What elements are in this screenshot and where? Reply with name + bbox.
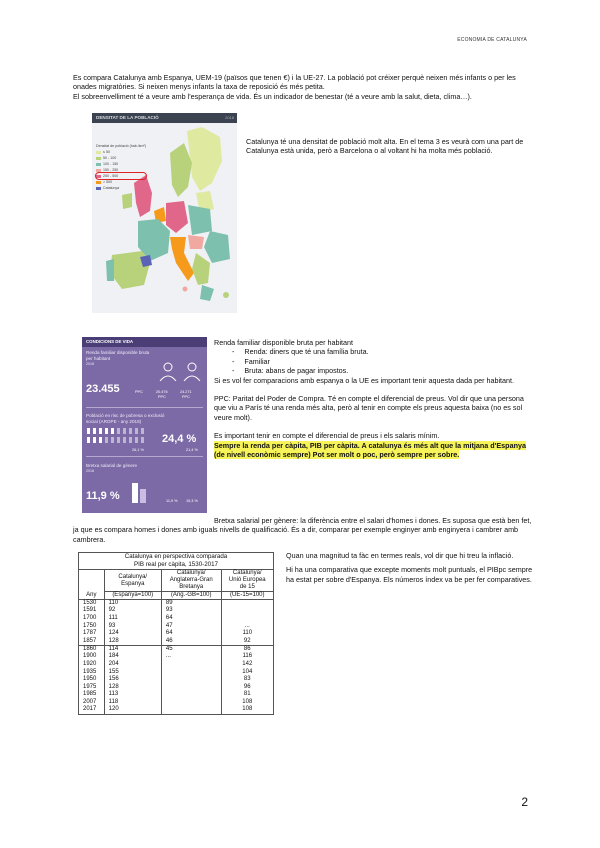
legend-swatch [96, 181, 101, 184]
column-unit: Any [79, 592, 105, 600]
legend-label: > 500 [103, 180, 113, 184]
person-icon [184, 376, 200, 381]
table-cell: 1900 [79, 653, 105, 661]
person-icon [160, 376, 176, 381]
salary-note: Es important tenir en compte el diferencial de preus i els salaris mínim. [214, 431, 440, 441]
table-cell [161, 668, 221, 676]
ppc-note: PPC: Paritat del Poder de Compra. Té en compte el diferencial de preus. Vol dir que una persona que viu a París té una renda més alta, però al tenir en compte els preus aquesta baixa (no es sol veure molt). [214, 394, 524, 422]
gender-bars-icon [128, 479, 168, 505]
person-figure [135, 437, 138, 443]
person-figure [87, 428, 90, 434]
infographic-title: CONDICIONS DE VIDA [82, 337, 207, 347]
table-cell: 128 [104, 638, 161, 646]
infographic-divider [86, 407, 203, 408]
table-row [79, 653, 274, 661]
table-cell: 118 [104, 699, 161, 707]
bullet-text: Bruta: abans de pagar impostos. [244, 366, 349, 376]
poverty-value: 24,4 % [162, 433, 197, 445]
table-caption [79, 553, 274, 570]
gender-gap-paragraph: Bretxa salarial per gènere: la diferència entre el salari d'homes i dones. Es suposa que està ben fet, ja que es compara homes i dones amb iguals nivells de qualificació. És a dir, comparar per exemple enginyer amb enginyera i cambrer amb cambrera. [73, 516, 532, 544]
map-region-cyprus [223, 292, 229, 298]
person-icon [188, 363, 196, 371]
infographic-divider [86, 456, 203, 457]
page-number: 2 [521, 795, 528, 809]
income-icon-b-value: 24.271 [180, 390, 192, 394]
legend-swatch [96, 163, 101, 166]
gap-spain: 11,9 % [166, 499, 178, 503]
bullet-text: Renda: diners que té una família bruta. [244, 347, 369, 357]
table-row [79, 668, 274, 676]
legend-row [96, 185, 146, 191]
table-cell: 113 [104, 691, 161, 699]
table-cell [161, 676, 221, 684]
table-cell: 46 [161, 638, 221, 646]
table-title: Catalunya en perspectiva comparada [124, 553, 228, 560]
table-cell: 124 [104, 630, 161, 638]
table-cell: 92 [104, 607, 161, 615]
table-cell [161, 699, 221, 707]
people-icons [156, 361, 204, 385]
table-body-early [79, 600, 274, 646]
table-cell: 1985 [79, 691, 105, 699]
table-cell: 81 [221, 691, 273, 699]
table-row [79, 622, 274, 630]
column-header: Catalunya/ Espanya [104, 570, 161, 592]
bullet-item: - Bruta: abans de pagar impostos. [232, 366, 349, 376]
table-caption-row [79, 553, 274, 570]
density-paragraph: Catalunya té una densitat de població molt alta. En el tema 3 es veurà com una part de Catalunya està unida, però a Barcelona o al voltant hi ha molta més població. [246, 137, 524, 156]
person-figure [123, 437, 126, 443]
legend-label: 50 - 100 [103, 156, 117, 160]
person-figure [99, 428, 102, 434]
income-value: 23.455 [86, 383, 120, 395]
table-cell: ... [221, 622, 273, 630]
table-cell: 93 [161, 607, 221, 615]
income-icon-a-unit: PPC [158, 395, 166, 399]
map-region-ireland [122, 193, 132, 209]
table-row [79, 684, 274, 692]
table-row [79, 615, 274, 623]
table-cell: 1750 [79, 622, 105, 630]
legend-swatch [96, 151, 101, 154]
table-cell: 92 [221, 638, 273, 646]
person-figure [135, 428, 138, 434]
column-unit: (Espanya=100) [104, 592, 161, 600]
bullet-text: Familiar [244, 356, 270, 366]
table-cell: 2007 [79, 699, 105, 707]
intro-line: Es compara Catalunya amb Espanya, UEM-19 (països que tenen €) i la UE-27. La població pot créixer perquè neixen més infants o per les onades migratòries. Si neixen menys infants la taxa de reposició és més petita. [73, 73, 516, 92]
table-cell [221, 600, 273, 608]
table-cell: 128 [104, 684, 161, 692]
density-map [92, 113, 237, 313]
person-figure [141, 428, 144, 434]
poverty-eu: 21,4 % [186, 448, 198, 452]
table-body-late [79, 645, 274, 714]
table-note: Quan una magnitud ta fàc en termes reals, vol dir que hi treu la inflació. [286, 551, 514, 560]
map-region-austria [188, 235, 204, 249]
column-unit: (UE-15=100) [221, 592, 273, 600]
legend-swatch [96, 187, 101, 190]
legend-swatch [96, 157, 101, 160]
table-cell: 47 [161, 622, 221, 630]
table-cell: 1787 [79, 630, 105, 638]
table-row [79, 630, 274, 638]
intro-line: El sobreenvelliment té a veure amb l'esperança de vida. És un indicador de benestar (té a veure amb la salut, dieta, clima…). [73, 91, 472, 101]
table-cell: 155 [104, 668, 161, 676]
income-icon-a-value: 20.476 [156, 390, 168, 394]
table-cell: 1950 [79, 676, 105, 684]
bar-men [132, 483, 138, 503]
poverty-label: Població en risc de pobresa o exclusió social (AROPE - any 2018) [86, 413, 165, 424]
map-region-nordic [187, 127, 222, 191]
table-notes [286, 551, 533, 584]
income-heading: Renda familiar disponible bruta per habitant [214, 338, 354, 347]
person-figure [111, 437, 114, 443]
table-cell: 64 [161, 615, 221, 623]
table-row [79, 600, 274, 608]
table-cell [161, 691, 221, 699]
table-cell: 108 [221, 699, 273, 707]
income-icon-b-unit: PPC [182, 395, 190, 399]
table-cell: 86 [221, 645, 273, 653]
intro-text [73, 73, 533, 101]
income-unit: PPC [135, 390, 143, 394]
map-region-poland [188, 205, 212, 235]
map-region-germany [166, 201, 188, 233]
gap-value: 11,9 % [86, 490, 120, 502]
legend-swatch [96, 169, 101, 172]
table-cell: 1857 [79, 638, 105, 646]
person-figure [117, 428, 120, 434]
table-cell: 45 [161, 645, 221, 653]
legend-label: Catalunya [103, 186, 120, 190]
table-cell: 204 [104, 661, 161, 669]
table-cell: 1920 [79, 661, 105, 669]
person-figure [105, 428, 108, 434]
highlight-text: Sempre la renda per càpita, PIB per càpita. A catalunya és més alt que la mitjana d'Espanya (de nivell econòmic sempre) Pot ser molt o poc, però sempre per sobre. [214, 440, 526, 460]
map-region-scandinavia [170, 143, 192, 197]
table-row [79, 638, 274, 646]
table-cell: 110 [104, 600, 161, 608]
table-cell [161, 661, 221, 669]
table-cell: ... [161, 653, 221, 661]
person-figure [99, 437, 102, 443]
map-region-balkans [192, 253, 210, 285]
legend-swatch [96, 175, 101, 178]
bullet-item: - Renda: diners que té una família bruta. [232, 347, 369, 357]
running-header: ECONOMIA DE CATALUNYA [457, 37, 527, 43]
highlighted-note [214, 441, 532, 460]
person-grid [87, 428, 144, 443]
person-figure [129, 437, 132, 443]
table-cell: 1975 [79, 684, 105, 692]
table-cell: 184 [104, 653, 161, 661]
table-cell: 142 [221, 661, 273, 669]
column-header: Catalunya/ Unió Europea de 15 [221, 570, 273, 592]
gap-label: Bretxa salarial de gènere [86, 463, 138, 468]
table-cell: 111 [104, 615, 161, 623]
map-region-greece [200, 285, 214, 301]
person-icon [164, 363, 172, 371]
living-conditions-infographic [82, 337, 207, 513]
table-cell: 1530 [79, 600, 105, 608]
table-subtitle: PIB real per càpita, 1530-2017 [134, 561, 218, 568]
legend-label: ≤ 50 [103, 150, 110, 154]
person-figure [105, 437, 108, 443]
income-year: 2018 [86, 362, 94, 366]
table-header-row [79, 570, 274, 592]
table-cell: 89 [161, 600, 221, 608]
table-cell: 120 [104, 706, 161, 714]
table-cell: 96 [221, 684, 273, 692]
table-row [79, 607, 274, 615]
table-cell: 108 [221, 706, 273, 714]
table-cell [221, 607, 273, 615]
column-header [79, 570, 105, 592]
income-label: Renda familiar disponible bruta per habitant [86, 350, 150, 361]
person-figure [87, 437, 90, 443]
person-figure [117, 437, 120, 443]
table-row [79, 691, 274, 699]
table-cell: 64 [161, 630, 221, 638]
person-figure [93, 437, 96, 443]
table-cell: 93 [104, 622, 161, 630]
table-row [79, 645, 274, 653]
person-figure [129, 428, 132, 434]
map-title: DENSITAT DE LA POBLACIÓ [92, 113, 237, 123]
person-figure [123, 428, 126, 434]
table-cell: 116 [221, 653, 273, 661]
table-row [79, 661, 274, 669]
person-figure [141, 437, 144, 443]
table-cell [161, 684, 221, 692]
income-section [214, 338, 532, 459]
bar-women [140, 489, 146, 503]
legend-label: 100 - 150 [103, 162, 119, 166]
column-unit: (Ang.-GB=100) [161, 592, 221, 600]
table-cell: 114 [104, 645, 161, 653]
legend-title: Densitat de població (hab./km²) [96, 144, 146, 148]
compare-note: Si es vol fer comparacions amb espanya o la UE es important tenir aquesta dada per habitant. [214, 375, 515, 385]
table-cell [161, 706, 221, 714]
gdp-table [78, 552, 274, 715]
gap-year: 2018 [86, 469, 94, 473]
map-region-romania [204, 231, 230, 263]
bullet-item: - Familiar [232, 356, 270, 366]
map-region-malta [183, 287, 188, 292]
map-legend [96, 143, 146, 191]
table-row [79, 676, 274, 684]
table-cell: 83 [221, 676, 273, 684]
table-cell: 110 [221, 630, 273, 638]
gap-eu: 15,3 % [186, 499, 198, 503]
table-cell [221, 615, 273, 623]
person-figure [111, 428, 114, 434]
table-cell: 1860 [79, 645, 105, 653]
person-figure [93, 428, 96, 434]
table-cell: 156 [104, 676, 161, 684]
table-row [79, 699, 274, 707]
legend-label: 150 - 250 [103, 168, 119, 172]
people-grid-icon [86, 427, 156, 445]
table-row [79, 706, 274, 714]
table-cell: 1935 [79, 668, 105, 676]
table-cell: 104 [221, 668, 273, 676]
table-units-row [79, 592, 274, 600]
poverty-spain: 26,1 % [132, 448, 144, 452]
table-cell: 1700 [79, 615, 105, 623]
column-header: Catalunya/ Anglaterra-Gran Bretanya [161, 570, 221, 592]
map-region-portugal [106, 259, 114, 281]
map-year: 2018 [225, 115, 234, 120]
legend-label: 250 - 500 [103, 174, 119, 178]
table-cell: 2017 [79, 706, 105, 714]
table-note: Hi ha una comparativa que excepte moments molt puntuals, el PIBpc sempre ha estat per sobre d'Espanya. Els números índex va be per fer comparatives. [286, 565, 533, 584]
table-cell: 1591 [79, 607, 105, 615]
